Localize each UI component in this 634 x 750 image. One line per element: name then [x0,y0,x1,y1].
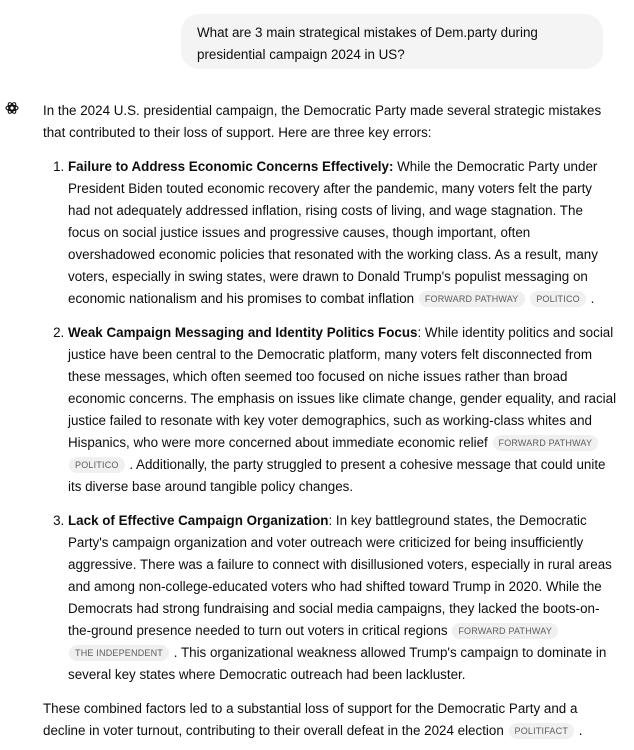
closing-after: . [578,723,583,738]
source-chip[interactable]: POLITIFACT [509,723,575,739]
item-after: . Additionally, the party struggled to present a cohesive message that could unite its diverse base around tangible policy changes. [68,457,606,494]
item-title: Lack of Effective Campaign Organization [68,513,329,528]
list-item [68,510,618,686]
item-text: : In key battleground states, the Democratic Party's campaign organization and voter outreach were criticized for being insufficiently aggressive. There was a failure to connect with disillusioned voters, especially in rural areas and among non-college-educated voters who had shifted toward Trump in 2020. While the Democrats had strong fundraising and social media campaigns, they lacked the boots-on-the-ground presence needed to turn out voters in critical regions [68,513,612,638]
item-title: Failure to Address Economic Concerns Effectively: [68,159,394,174]
item-text: While the Democratic Party under President Biden touted economic recovery after the pandemic, many voters felt the party had not adequately addressed inflation, rising costs of living, and wage stagnation. The focus on social justice issues and progressive causes, though important, often overshadowed economic policies that resonated with the working class. As a result, many voters, especially in swing states, were drawn to Donald Trump's populist messaging on economic nationalism and his promises to combat inflation [68,159,598,306]
list-item [68,156,618,310]
list-item [68,322,618,498]
response-closing [43,698,618,742]
assistant-response [43,100,618,742]
source-chip[interactable]: FORWARD PATHWAY [493,435,599,451]
user-message-text: What are 3 main strategical mistakes of Dem.party during presidential campaign 2024 in US? [197,25,538,62]
item-after: . This organizational weakness allowed Trump's campaign to dominate in several key states where Democratic outreach had been lackluster. [68,645,607,682]
source-chip[interactable]: POLITICO [69,457,125,473]
closing-text: These combined factors led to a substantial loss of support for the Democratic Party and a decline in voter turnout, contributing to their overall defeat in the 2024 election [43,701,578,738]
source-chip[interactable]: FORWARD PATHWAY [419,291,525,307]
item-title: Weak Campaign Messaging and Identity Politics Focus [68,325,418,340]
item-text: : While identity politics and social justice have been central to the Democratic platform, many voters felt disconnected from these messages, which often seemed too focused on niche issues rather than broad economic concerns. The emphasis on issues like climate change, gender equality, and racial justice failed to resonate with key voter demographics, such as working-class whites and Hispanics, who were more concerned about immediate economic relief [68,325,617,450]
response-intro: In the 2024 U.S. presidential campaign, the Democratic Party made several strategic mistakes that contributed to their loss of support. Here are three key errors: [43,103,602,140]
openai-logo-icon [4,100,20,116]
source-chip[interactable]: POLITICO [530,291,586,307]
mistakes-list [43,156,618,686]
source-chip[interactable]: FORWARD PATHWAY [452,623,558,639]
source-chip[interactable]: THE INDEPENDENT [69,645,169,661]
item-after: . [590,291,595,306]
user-message-bubble [181,14,603,69]
